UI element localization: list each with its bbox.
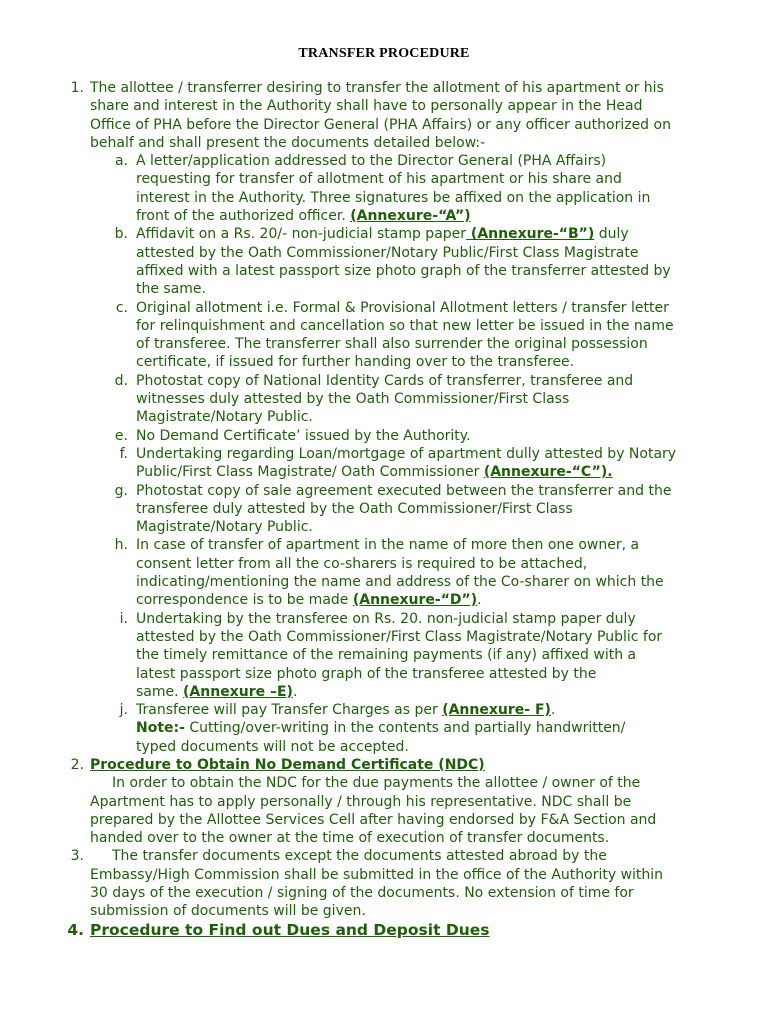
text-line: A letter/application addressed to the Director General (PHA Affairs) (136, 153, 607, 170)
text-line: Magistrate/Notary Public. (136, 519, 313, 536)
text-line (136, 225, 724, 243)
annexure-e-link[interactable]: (Annexure –E) (183, 683, 293, 700)
text-line: In case of transfer of apartment in the name of more then one owner, a (136, 537, 640, 554)
text-line: attested by the Oath Commissioner/First Class Magistrate/Notary Public for (136, 628, 663, 645)
annexure-d-link[interactable]: (Annexure-“D”) (352, 592, 478, 609)
text-line: transferee duly attested by the Oath Commissioner/First Class (136, 500, 573, 517)
text-line: Embassy/High Commission shall be submitted in the office of the Authority within (90, 866, 664, 883)
text-line: attested by the Oath Commissioner/Notary Public/First Class Magistrate (136, 244, 639, 261)
text-line: witnesses duly attested by the Oath Commissioner/First Class (136, 391, 570, 408)
item-number: 2. (70, 756, 84, 773)
text-line (136, 683, 724, 701)
text-line: Magistrate/Notary Public. (136, 409, 313, 426)
list-item-1 (0, 79, 768, 756)
annexure-f-link[interactable]: (Annexure- F) (442, 702, 551, 719)
subitem-letter: e. (114, 427, 128, 444)
subitem-letter: c. (115, 299, 128, 316)
text-line: Original allotment i.e. Formal & Provisional Allotment letters / transfer letter (136, 299, 669, 316)
text-line: Photostat copy of sale agreement executed between the transferrer and the (136, 482, 672, 499)
item-number: 1. (70, 80, 84, 96)
text-line (136, 463, 724, 481)
text-line: Apartment has to apply personally / through his representative. NDC shall be (90, 793, 632, 810)
subitem-letter: h. (114, 537, 128, 554)
text-line: the timely remittance of the remaining payments (if any) affixed with a (136, 647, 637, 664)
text-line: submission of documents will be given. (90, 903, 366, 920)
subitem-c (0, 299, 768, 372)
subitem-e (0, 427, 768, 445)
text-line (90, 847, 726, 865)
text-segment: correspondence is to be made (136, 592, 353, 609)
subitem-i (0, 610, 768, 701)
text-segment: In order to obtain the NDC for the due payments the allottee / owner of the (112, 775, 641, 792)
item-number: 4. (67, 920, 84, 939)
text-segment: Affidavit on a Rs. 20/- non-judicial stamp paper (136, 226, 467, 243)
text-line: share and interest in the Authority shall have to personally appear in the Head (90, 98, 643, 115)
list-item-4 (0, 921, 768, 939)
text-line: the same. (136, 281, 206, 298)
text-segment: same. (136, 683, 184, 700)
subitem-j (0, 701, 768, 719)
list-item-3 (0, 847, 768, 920)
text-line: indicating/mentioning the name and address of the Co-sharer on which the (136, 574, 664, 591)
text-line (136, 591, 724, 609)
subitem-letter: g. (114, 482, 128, 499)
note-label: Note:- (136, 720, 185, 737)
text-line: interest in the Authority. Three signatures be affixed on the application in (136, 189, 651, 206)
text-line: Undertaking by the transferee on Rs. 20. non-judicial stamp paper duly (136, 610, 636, 627)
text-segment: duly (594, 226, 629, 243)
subitem-letter: a. (114, 153, 128, 170)
subitem-letter: j. (119, 702, 128, 719)
annexure-a-link[interactable]: (Annexure-“A”) (350, 208, 471, 225)
document-body (0, 79, 768, 939)
text-segment: . (292, 683, 298, 700)
item-number: 3. (70, 848, 84, 865)
text-line: 30 days of the execution / signing of the documents. No extension of time for (90, 885, 634, 902)
item-1-text (90, 79, 726, 152)
text-line: handed over to the owner at the time of execution of transfer documents. (90, 830, 610, 847)
document-title: TRANSFER PROCEDURE (298, 46, 470, 61)
subitem-d (0, 372, 768, 427)
text-line (90, 774, 726, 792)
list-item-2 (0, 756, 768, 847)
section-heading-ndc: Procedure to Obtain No Demand Certificate (NDC) (90, 756, 485, 773)
subitem-letter: f. (119, 445, 128, 462)
text-line (136, 719, 724, 737)
text-segment: The transfer documents except the documents attested abroad by the (112, 848, 607, 865)
annexure-c-link[interactable]: (Annexure-“C”). (483, 464, 613, 481)
text-line: for relinquishment and cancellation so that new letter be issued in the name (136, 317, 674, 334)
text-line: The allottee / transferrer desiring to transfer the allotment of his apartment or his (90, 80, 664, 96)
text-line: Office of PHA before the Director General (PHA Affairs) or any officer authorized on (90, 116, 671, 133)
text-line: prepared by the Allottee Services Cell after having endorsed by F&A Section and (90, 811, 657, 828)
text-segment: front of the authorized officer. (136, 208, 351, 225)
subitem-f (0, 445, 768, 482)
text-segment: Transferee will pay Transfer Charges as per (136, 702, 443, 719)
subitem-a (0, 152, 768, 225)
text-line: certificate, if issued for further handing over to the transferee. (136, 354, 575, 371)
text-line: Undertaking regarding Loan/mortgage of apartment dully attested by Notary (136, 445, 677, 462)
text-line: requesting for transfer of allotment of his apartment or his share and (136, 171, 622, 188)
text-segment: . (550, 702, 556, 719)
text-line: of transferee. The transferrer shall also surrender the original possession (136, 336, 648, 353)
text-line (136, 207, 724, 225)
note-text: typed documents will not be accepted. (136, 738, 409, 755)
text-line: consent letter from all the co-sharers is required to be attached, (136, 555, 588, 572)
note-text: Cutting/over-writing in the contents and partially handwritten/ (184, 720, 626, 737)
text-line: latest passport size photo graph of the transferee attested by the (136, 665, 597, 682)
subitem-g (0, 482, 768, 537)
subitem-letter: i. (119, 610, 128, 627)
subitem-h (0, 536, 768, 609)
annexure-b-link[interactable]: (Annexure-“B”) (466, 226, 595, 243)
text-line: No Demand Certificate’ issued by the Authority. (136, 427, 471, 444)
section-heading-dues: Procedure to Find out Dues and Deposit Dues (90, 920, 490, 939)
subitem-letter: d. (114, 372, 128, 389)
text-line: Photostat copy of National Identity Cards of transferrer, transferee and (136, 372, 634, 389)
subitem-letter: b. (114, 226, 128, 243)
text-line (136, 701, 724, 719)
note (136, 719, 724, 756)
text-line: behalf and shall present the documents detailed below:- (90, 134, 486, 151)
text-segment: . (477, 592, 482, 609)
subitem-b (0, 225, 768, 298)
text-segment: Public/First Class Magistrate/ Oath Commissioner (136, 464, 484, 481)
text-line: affixed with a latest passport size photo graph of the transferrer attested by (136, 262, 671, 279)
